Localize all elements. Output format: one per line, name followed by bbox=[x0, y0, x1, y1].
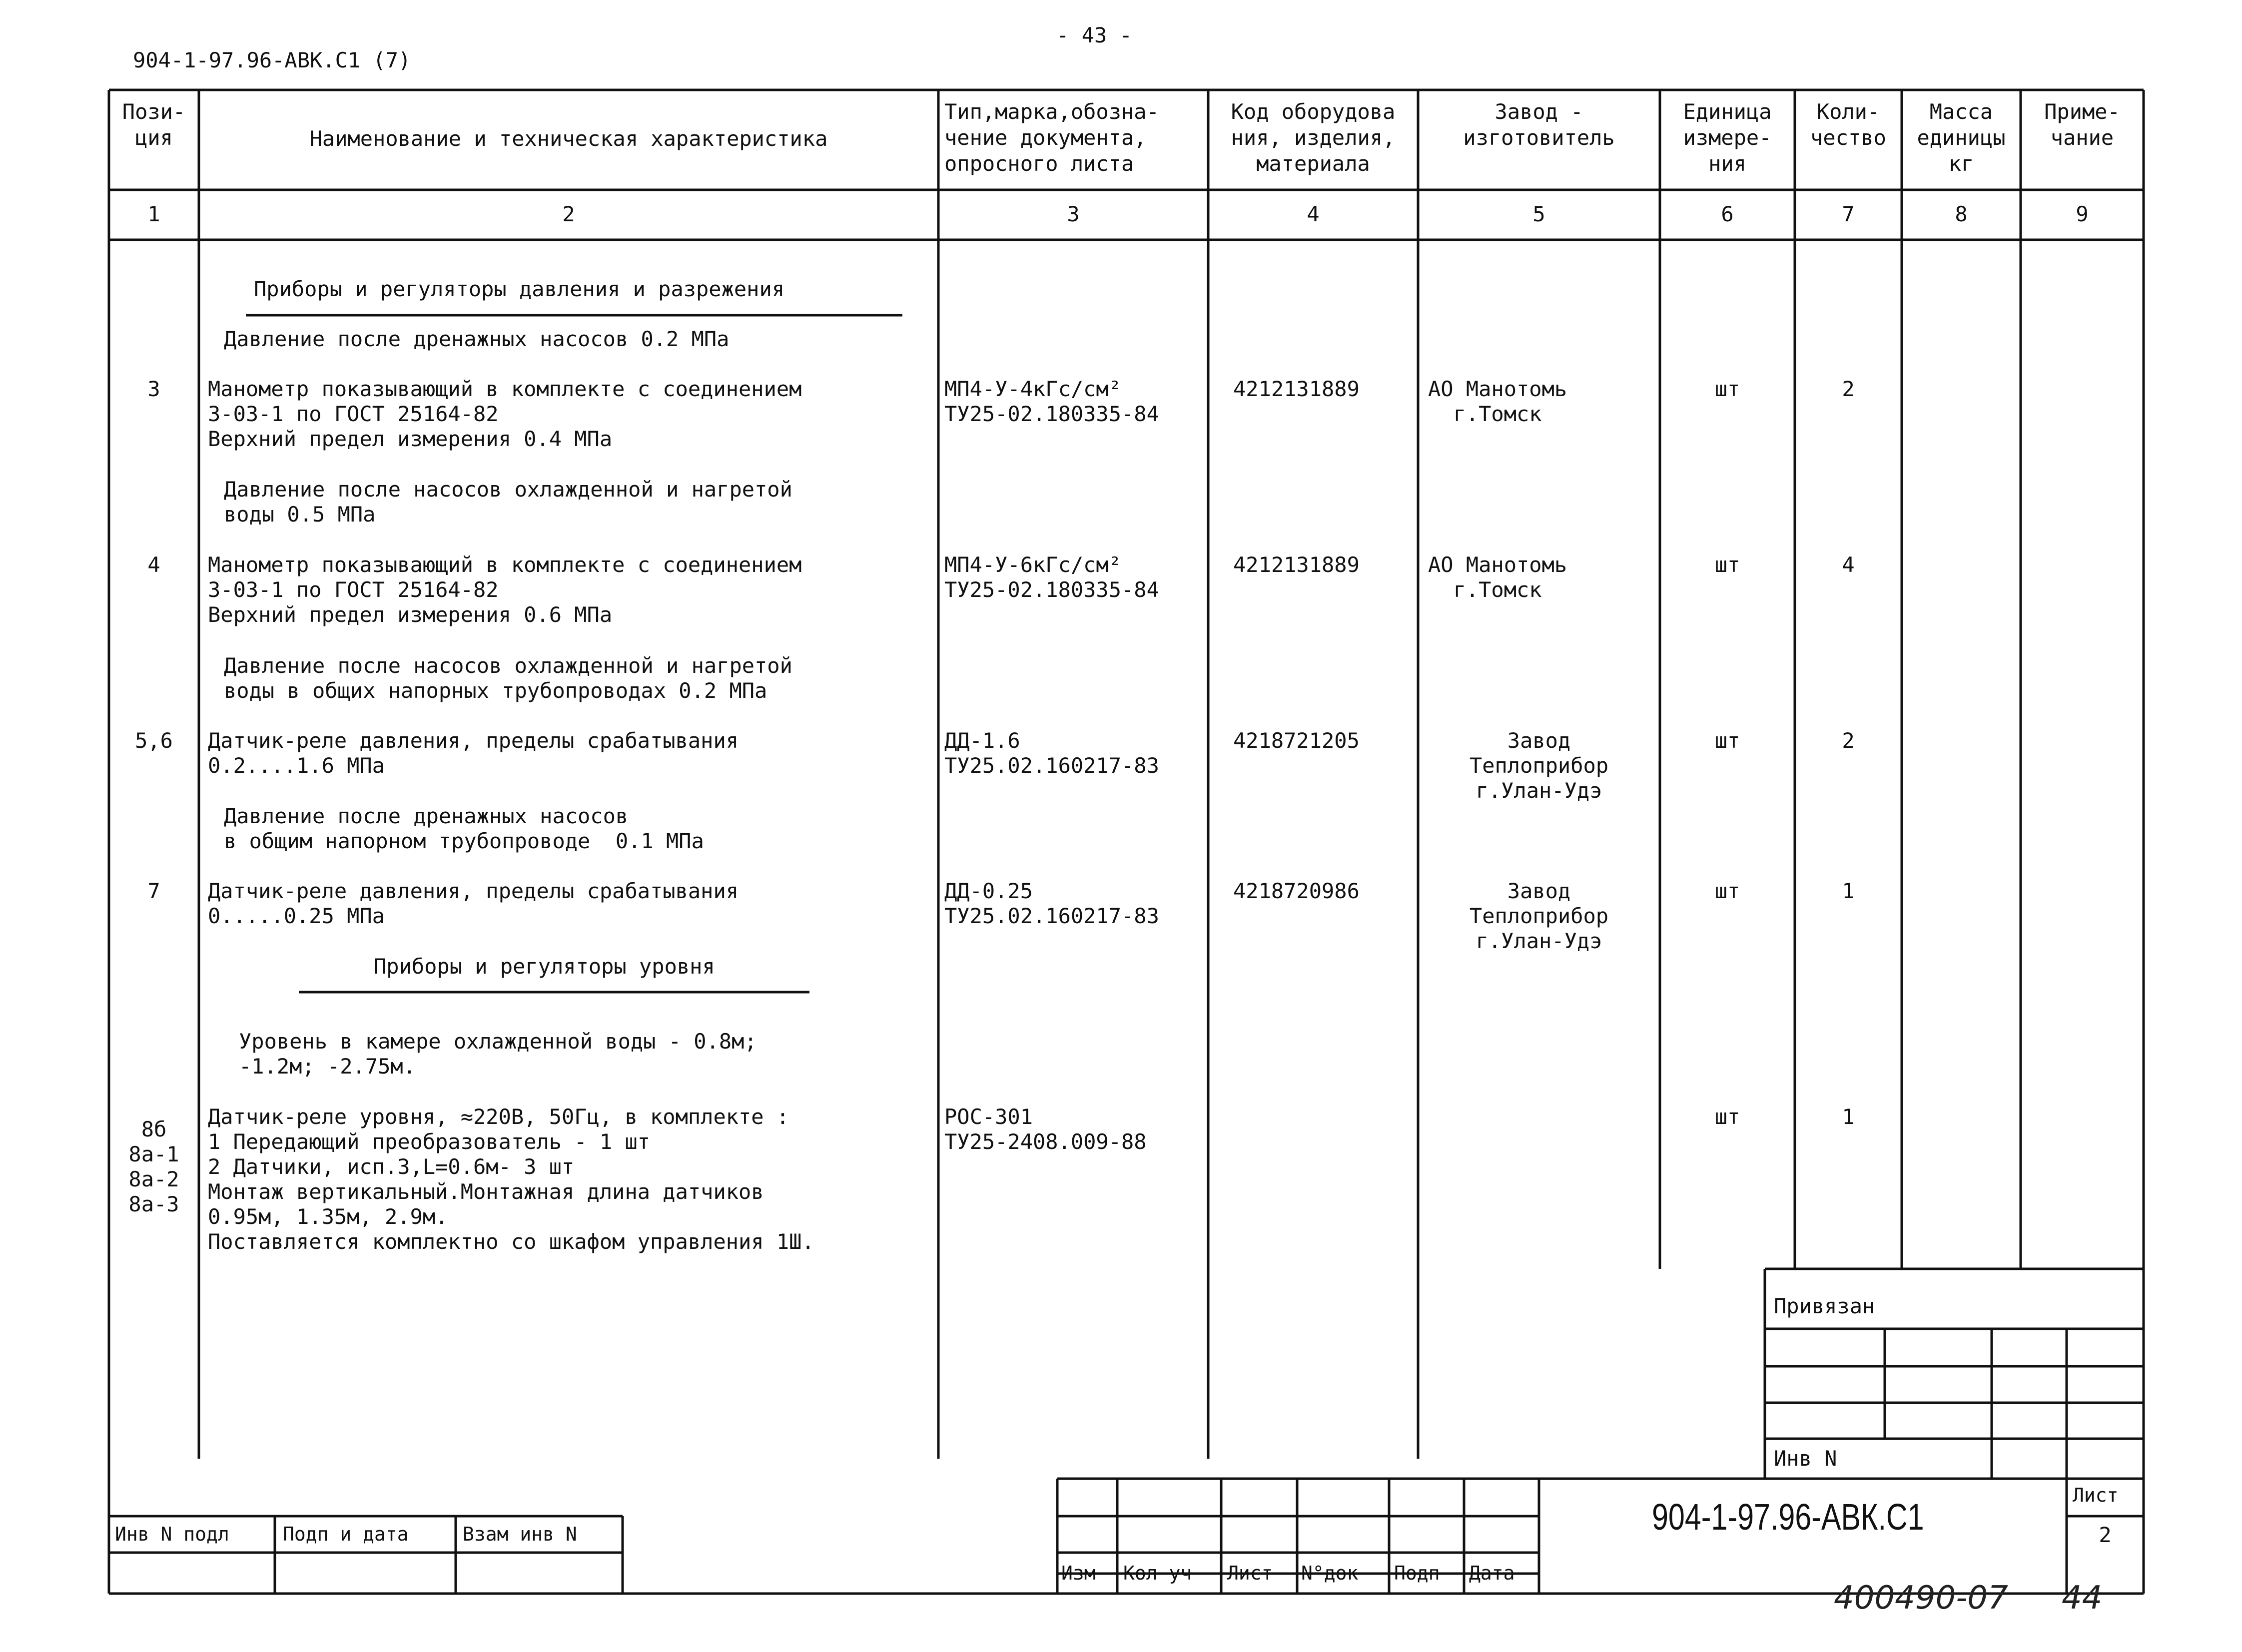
n-dok-label: N°док bbox=[1301, 1562, 1359, 1584]
col-number-2: 2 bbox=[562, 202, 575, 226]
header-name: Наименование и техническая характеристика bbox=[309, 126, 828, 151]
row-qty: 1 bbox=[1842, 879, 1855, 903]
note-level: Уровень в камере охлажденной воды - 0.8м; -1.2м; -2.75м. bbox=[239, 1029, 757, 1079]
row-type: ДД-1.6 ТУ25.02.160217-83 bbox=[944, 728, 1159, 778]
col-number-1: 1 bbox=[147, 202, 160, 226]
podp-label: Подп bbox=[1394, 1562, 1440, 1584]
header-code: Код оборудова ния, изделия, материала bbox=[1231, 99, 1396, 176]
col-number-8: 8 bbox=[1955, 202, 1968, 226]
row-maker: АО Манотомь г.Томск bbox=[1428, 377, 1567, 426]
sheet-number: 2 bbox=[2099, 1523, 2112, 1547]
col-number-5: 5 bbox=[1532, 202, 1545, 226]
note-header-pressure: Давление после насосов охлажденной и нагретой воды в общих напорных трубопроводах 0.2 МПа bbox=[224, 653, 792, 703]
row-name: Манометр показывающий в комплекте с соединением 3-03-1 по ГОСТ 25164-82 Верхний предел измерения 0.4 МПа bbox=[208, 377, 802, 451]
title-block-code: 904-1-97.96-АВК.С1 bbox=[1652, 1496, 1924, 1538]
header-unit: Единица измере- ния bbox=[1683, 99, 1772, 176]
row-position: 4 bbox=[147, 552, 160, 577]
header-note: Приме- чание bbox=[2044, 99, 2120, 150]
note-drain-pressure: Давление после дренажных насосов 0.2 МПа bbox=[224, 327, 730, 351]
row-type: ДД-0.25 ТУ25.02.160217-83 bbox=[944, 879, 1159, 928]
row-type: РОС-301 ТУ25-2408.009-88 bbox=[944, 1104, 1147, 1154]
row-unit: шт bbox=[1714, 1104, 1740, 1129]
doc-header-code: 904-1-97.96-АВК.С1 (7) bbox=[133, 48, 411, 72]
row-type: МП4-У-6кГс/см² ТУ25-02.180335-84 bbox=[944, 552, 1159, 602]
vzam-inv-label: Взам инв N bbox=[463, 1523, 577, 1545]
row-name: Манометр показывающий в комплекте с соединением 3-03-1 по ГОСТ 25164-82 Верхний предел измерения 0.6 МПа bbox=[208, 552, 802, 627]
row-position: 5,6 bbox=[135, 728, 173, 753]
row-position: 3 bbox=[147, 377, 160, 401]
row-position: 8б 8а-1 8а-2 8а-3 bbox=[128, 1117, 179, 1216]
row-qty: 4 bbox=[1842, 552, 1855, 577]
col-number-6: 6 bbox=[1721, 202, 1734, 226]
row-code: 4212131889 bbox=[1233, 552, 1360, 577]
col-number-3: 3 bbox=[1067, 202, 1080, 226]
row-unit: шт bbox=[1714, 377, 1740, 401]
izm-label: Изм bbox=[1061, 1562, 1096, 1584]
row-name: Датчик-реле давления, пределы срабатывания 0.....0.25 МПа bbox=[208, 879, 739, 928]
inv-podl-label: Инв N подл bbox=[115, 1523, 229, 1545]
header-mass: Масса единицы кг bbox=[1917, 99, 2006, 176]
podp-data-label: Подп и дата bbox=[283, 1523, 409, 1545]
privyazan-label: Привязан bbox=[1774, 1294, 1875, 1318]
section-title-level: Приборы и регуляторы уровня bbox=[374, 954, 715, 979]
data-label: Дата bbox=[1469, 1562, 1515, 1584]
header-type: Тип,марка,обозна- чение документа, опросного листа bbox=[944, 99, 1159, 176]
row-code: 4212131889 bbox=[1233, 377, 1360, 401]
row-maker: Завод Теплоприбор г.Улан-Удэ bbox=[1469, 728, 1609, 803]
row-unit: шт bbox=[1714, 552, 1740, 577]
row-name: Датчик-реле уровня, ≈220В, 50Гц, в комплекте : 1 Передающий преобразователь - 1 шт 2 Датчики, исп.3,L=0.6м- 3 шт Монтаж вертикальный.Монтажная длина датчиков 0.95м, 1.35м, 2.9м. Поставляется комплектно со шкафом управления 1Ш. bbox=[208, 1104, 814, 1254]
header-qty: Коли- чество bbox=[1810, 99, 1886, 150]
note-drain-header-pressure: Давление после дренажных насосов в общим напорном трубопроводе 0.1 МПа bbox=[224, 804, 704, 853]
row-qty: 1 bbox=[1842, 1104, 1855, 1129]
header-position: Пози- ция bbox=[122, 99, 186, 150]
handwritten-sheet-number: 44 bbox=[2062, 1580, 2103, 1617]
kol-uch-label: Кол уч bbox=[1123, 1562, 1192, 1584]
note-pump-pressure: Давление после насосов охлажденной и нагретой воды 0.5 МПа bbox=[224, 477, 792, 527]
handwritten-archive-code: 400490-07 bbox=[1834, 1580, 2008, 1617]
list-label: Лист bbox=[1227, 1562, 1273, 1584]
section-title-pressure: Приборы и регуляторы давления и разрежения bbox=[254, 277, 785, 301]
col-number-7: 7 bbox=[1842, 202, 1855, 226]
row-unit: шт bbox=[1714, 728, 1740, 753]
row-code: 4218721205 bbox=[1233, 728, 1360, 753]
row-type: МП4-У-4кГс/см² ТУ25-02.180335-84 bbox=[944, 377, 1159, 426]
row-position: 7 bbox=[147, 879, 160, 903]
row-unit: шт bbox=[1714, 879, 1740, 903]
row-qty: 2 bbox=[1842, 377, 1855, 401]
row-name: Датчик-реле давления, пределы срабатывания 0.2....1.6 МПа bbox=[208, 728, 739, 778]
row-qty: 2 bbox=[1842, 728, 1855, 753]
page-number: - 43 - bbox=[1056, 23, 1132, 47]
row-code: 4218720986 bbox=[1233, 879, 1360, 903]
sheet-label: Лист bbox=[2073, 1484, 2119, 1506]
col-number-9: 9 bbox=[2076, 202, 2089, 226]
col-number-4: 4 bbox=[1307, 202, 1320, 226]
inv-n-label: Инв N bbox=[1774, 1446, 1837, 1471]
header-maker: Завод - изготовитель bbox=[1463, 99, 1615, 150]
row-maker: Завод Теплоприбор г.Улан-Удэ bbox=[1469, 879, 1609, 953]
row-maker: АО Манотомь г.Томск bbox=[1428, 552, 1567, 602]
